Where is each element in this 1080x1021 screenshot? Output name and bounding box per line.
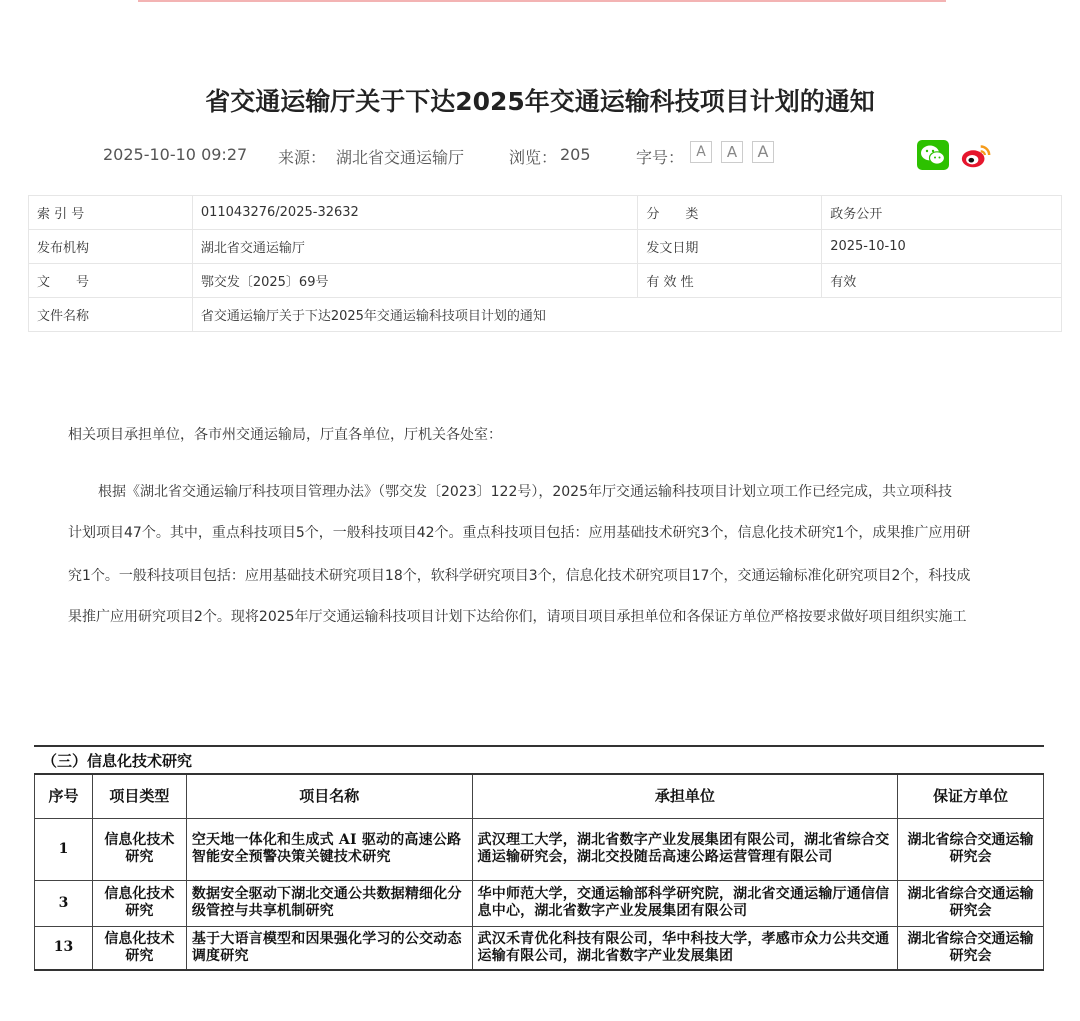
weibo-icon[interactable]: [960, 140, 992, 170]
font-size-label: 字号：: [636, 148, 685, 167]
salutation: 相关项目承担单位，各市州交通运输局，厅直各单位，厅机关各处室：: [68, 427, 502, 443]
table-header-row: [35, 774, 1044, 818]
font-size-medium-button[interactable]: A: [721, 141, 743, 163]
project-table: [34, 773, 1044, 971]
font-size-small-button[interactable]: A: [690, 141, 712, 163]
doc-number-value: 鄂交发〔2025〕69号: [192, 264, 638, 298]
row-no: 13: [35, 926, 93, 970]
body-line: 计划项目47个。其中，重点科技项目5个，一般科技项目42个。重点科技项目包括：应用基础技术研究3个，信息化技术研究1个，成果推广应用研: [68, 525, 971, 541]
col-header-units: 承担单位: [472, 774, 898, 818]
row-guarantor: 湖北省综合交通运输研究会: [898, 880, 1044, 926]
row-units: 武汉理工大学，湖北省数字产业发展集团有限公司，湖北省综合交通运输研究会，湖北交投随岳高速公路运营管理有限公司: [472, 818, 898, 880]
table-row: [35, 818, 1044, 880]
views-label: 浏览：: [509, 148, 558, 167]
validity-value: 有效: [822, 264, 1062, 298]
table-row: [35, 880, 1044, 926]
category-value: 政务公开: [822, 196, 1062, 230]
top-divider: [138, 0, 946, 2]
row-no: 3: [35, 880, 93, 926]
info-row: [29, 298, 1062, 332]
index-value: 011043276/2025-32632: [192, 196, 638, 230]
document-info-table: [28, 195, 1062, 332]
table-top-rule: [34, 745, 1044, 747]
col-header-type: 项目类型: [92, 774, 186, 818]
file-name-value: 省交通运输厅关于下达2025年交通运输科技项目计划的通知: [192, 298, 1061, 332]
validity-label: 有 效 性: [638, 264, 822, 298]
row-project-name: 数据安全驱动下湖北交通公共数据精细化分级管控与共享机制研究: [186, 880, 472, 926]
row-project-name: 基于大语言模型和因果强化学习的公交动态调度研究: [186, 926, 472, 970]
source-label: 来源：: [278, 148, 327, 167]
row-units: 华中师范大学，交通运输部科学研究院，湖北省交通运输厅通信信息中心，湖北省数字产业发展集团有限公司: [472, 880, 898, 926]
row-units: 武汉禾青优化科技有限公司，华中科技大学，孝感市众力公共交通运输有限公司，湖北省数字产业发展集团: [472, 926, 898, 970]
row-type: 信息化技术研究: [92, 818, 186, 880]
wechat-icon[interactable]: [917, 140, 949, 170]
col-header-name: 项目名称: [186, 774, 472, 818]
index-label: 索 引 号: [29, 196, 193, 230]
table-row: [35, 926, 1044, 970]
row-type: 信息化技术研究: [92, 880, 186, 926]
issue-date-value: 2025-10-10: [822, 230, 1062, 264]
body-line: 果推广应用研究项目2个。现将2025年厅交通运输科技项目计划下达给你们，请项目项目承担单位和各保证方单位严格按要求做好项目组织实施工: [68, 609, 967, 625]
info-row: [29, 230, 1062, 264]
file-name-label: 文件名称: [29, 298, 193, 332]
info-row: [29, 264, 1062, 298]
col-header-no: 序号: [35, 774, 93, 818]
publish-date: 2025-10-10 09:27: [103, 145, 248, 164]
col-header-guarantor: 保证方单位: [898, 774, 1044, 818]
source-value: 湖北省交通运输厅: [336, 148, 465, 167]
font-size-large-button[interactable]: A: [752, 141, 774, 163]
views-count: 205: [560, 145, 591, 164]
issuer-value: 湖北省交通运输厅: [192, 230, 638, 264]
row-no: 1: [35, 818, 93, 880]
row-project-name: 空天地一体化和生成式 AI 驱动的高速公路智能安全预警决策关键技术研究: [186, 818, 472, 880]
project-table-image: [34, 745, 1044, 973]
body-line: 究1个。一般科技项目包括：应用基础技术研究项目18个，软科学研究项目3个，信息化技术研究项目17个，交通运输标准化研究项目2个，科技成: [68, 568, 971, 584]
row-guarantor: 湖北省综合交通运输研究会: [898, 926, 1044, 970]
body-line: 根据《湖北省交通运输厅科技项目管理办法》（鄂交发〔2023〕122号），2025年厅交通运输科技项目计划立项工作已经完成，共立项科技: [98, 484, 952, 500]
row-type: 信息化技术研究: [92, 926, 186, 970]
info-row: [29, 196, 1062, 230]
table-caption: （三）信息化技术研究: [42, 752, 193, 770]
issuer-label: 发布机构: [29, 230, 193, 264]
category-label: 分 类: [638, 196, 822, 230]
issue-date-label: 发文日期: [638, 230, 822, 264]
page-title: 省交通运输厅关于下达2025年交通运输科技项目计划的通知: [205, 87, 875, 116]
doc-number-label: 文 号: [29, 264, 193, 298]
row-guarantor: 湖北省综合交通运输研究会: [898, 818, 1044, 880]
